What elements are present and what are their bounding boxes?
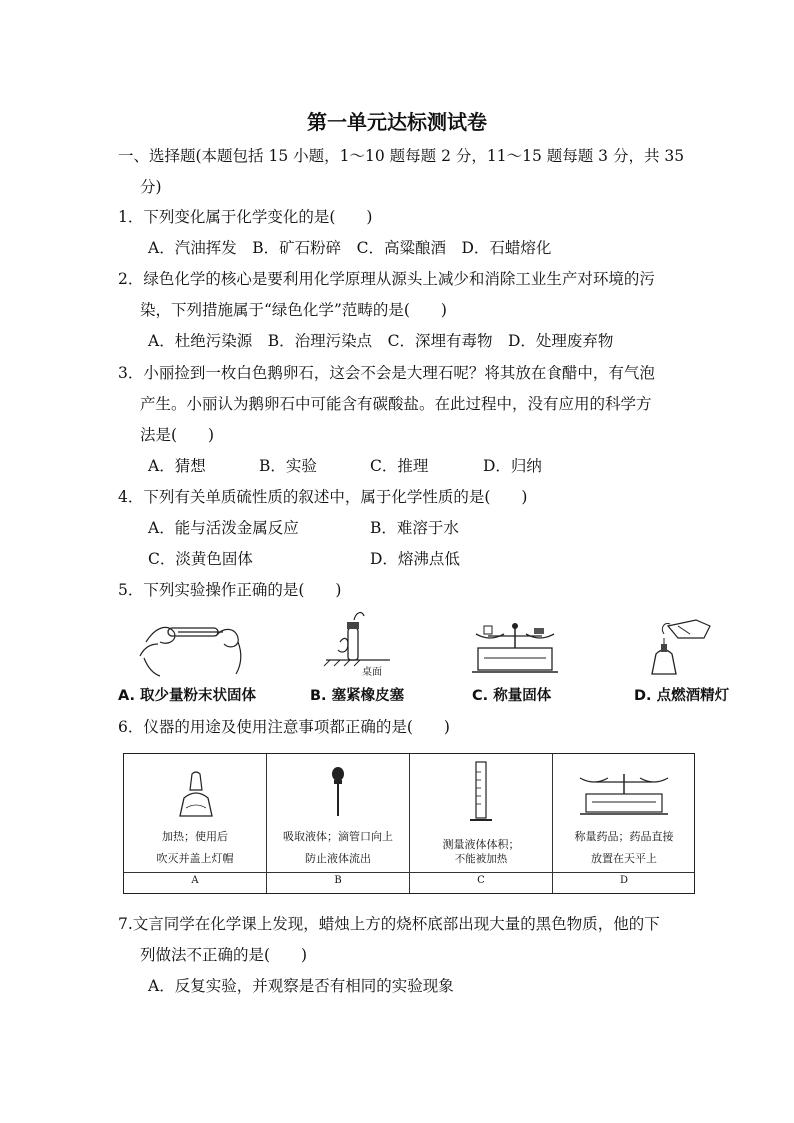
q3-stem-line1: 3．小丽捡到一枚白色鹅卵石，这会不会是大理石呢？将其放在食醋中，有气泡: [118, 364, 655, 382]
cell-a-label: A: [191, 875, 199, 886]
cell-a-line2: 吹灭并盖上灯帽: [156, 852, 234, 865]
q5-caption-a: A. 取少量粉末状固体: [118, 688, 257, 704]
q7-stem-line1: 7.文言同学在化学课上发现，蜡烛上方的烧杯底部出现大量的黑色物质，他的下: [118, 915, 660, 933]
q7-option-a: A．反复实验，并观察是否有相同的实验现象: [148, 977, 454, 995]
q5-caption-b: B. 塞紧橡皮塞: [310, 688, 405, 704]
cell-d-line1: 称量药品；药品直接: [574, 830, 674, 843]
q2-stem-line1: 2．绿色化学的核心是要利用化学原理从源头上减少和消除工业生产对环境的污: [118, 270, 655, 288]
section-heading-line1: 一、选择题(本题包括 15 小题，1～10 题每题 2 分，11～15 题每题 3 分，共 35: [118, 147, 685, 165]
q3-option-d: D．归纳: [483, 457, 542, 475]
cell-a-line1: 加热；使用后: [162, 830, 228, 843]
desk-label: 桌面: [362, 667, 382, 678]
cell-c-line1: 测量液体体积；: [442, 838, 520, 851]
q7-stem-line2: 列做法不正确的是( ): [140, 946, 308, 964]
q2-options: A．杜绝污染源 B．治理污染点 C．深埋有毒物 D．处理废弃物: [148, 332, 614, 350]
instrument-table: [123, 753, 695, 894]
balance-figure: [470, 614, 560, 676]
alcohol-lamp-figure: [638, 612, 718, 678]
q4-option-d: D．熔沸点低: [370, 550, 460, 568]
cell-d-line2: 放置在天平上: [591, 852, 657, 865]
q5-stem: 5．下列实验操作正确的是( ): [118, 581, 342, 599]
q3-option-c: C．推理: [370, 457, 429, 475]
cell-b-label: B: [334, 875, 342, 886]
q1-options: A．汽油挥发 B．矿石粉碎 C．高粱酿酒 D．石蜡熔化: [148, 239, 552, 257]
q1-stem: 1．下列变化属于化学变化的是( ): [118, 208, 373, 226]
cell-b-line2: 防止液体流出: [305, 852, 371, 865]
graduated-cylinder-icon: [468, 760, 494, 826]
q4-option-a: A．能与活泼金属反应: [148, 519, 299, 537]
q3-option-b: B．实验: [259, 457, 317, 475]
cell-b-line1: 吸取液体；滴管口向上: [283, 830, 393, 843]
stopper-insertion-figure: [318, 608, 398, 678]
q6-stem: 6．仪器的用途及使用注意事项都正确的是( ): [118, 718, 450, 736]
powder-sampling-figure: [138, 612, 248, 678]
q4-stem: 4．下列有关单质硫性质的叙述中，属于化学性质的是( ): [118, 488, 528, 506]
section-heading-line2: 分): [140, 178, 162, 196]
dropper-icon: [329, 766, 347, 818]
q5-caption-d: D. 点燃酒精灯: [634, 688, 730, 704]
q5-caption-c: C. 称量固体: [472, 688, 552, 704]
q4-option-b: B．难溶于水: [370, 519, 459, 537]
alcohol-lamp-icon: [174, 768, 218, 820]
balance-icon: [576, 768, 672, 818]
q2-stem-line2: 染，下列措施属于“绿色化学”范畴的是( ): [140, 301, 447, 319]
cell-c-label: C: [477, 875, 485, 886]
q4-option-c: C．淡黄色固体: [148, 550, 253, 568]
cell-d-label: D: [619, 875, 629, 886]
q3-stem-line3: 法是( ): [140, 426, 215, 444]
q3-stem-line2: 产生。小丽认为鹅卵石中可能含有碳酸盐。在此过程中，没有应用的科学方: [140, 395, 652, 413]
cell-c-line2: 不能被加热: [454, 853, 508, 865]
q3-option-a: A．猜想: [148, 457, 206, 475]
page-title: 第一单元达标测试卷: [307, 110, 487, 134]
